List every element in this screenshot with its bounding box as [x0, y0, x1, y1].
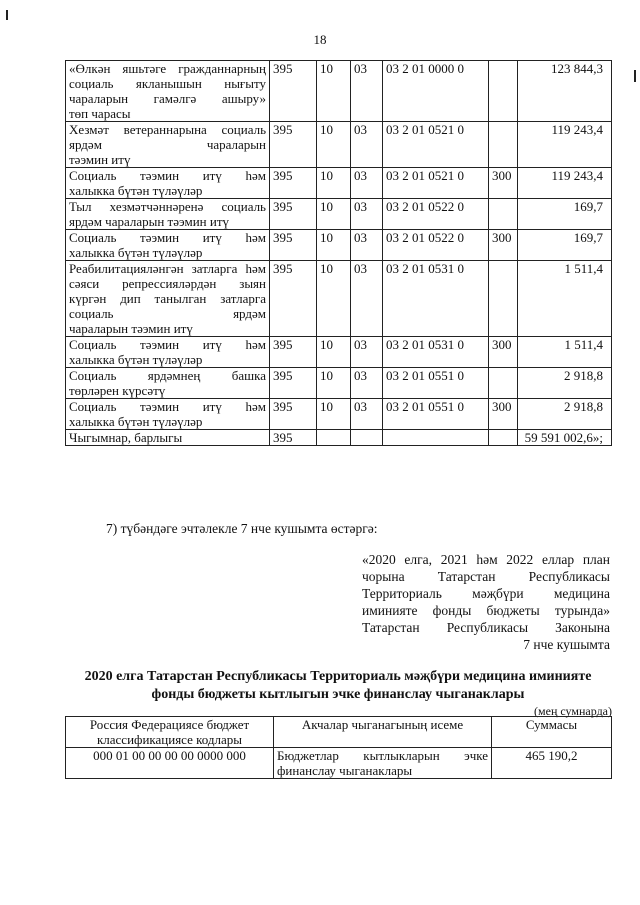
subsection-cell: 03: [351, 368, 383, 399]
description-cell: Социаль тәэмин итү һәм халыкка бүтән түләүләр: [66, 168, 270, 199]
table-row: [66, 199, 612, 230]
appendix-title: [62, 668, 614, 704]
description-cell: Социаль ярдәмнең башка төрләрен күрсәтү: [66, 368, 270, 399]
appendix-reference: [362, 551, 610, 653]
section-cell: 10: [317, 399, 351, 430]
expense-type-cell: 300: [489, 168, 518, 199]
description-cell: Социаль тәэмин итү һәм халыкка бүтән түләүләр: [66, 230, 270, 261]
subsection-cell: [351, 430, 383, 446]
appendix-reference-line: чорына Татарстан Республикасы: [362, 569, 610, 584]
header-cell: Россия Федерациясе бюджет классификациясе кодлары: [66, 717, 274, 748]
table-row: [66, 748, 612, 779]
target-code-cell: 03 2 01 0531 0: [383, 337, 489, 368]
unit-note: (мең сумнарда): [534, 704, 612, 718]
section-cell: 10: [317, 261, 351, 337]
amount-cell: 169,7: [518, 230, 612, 261]
code-cell: 000 01 00 00 00 00 0000 000: [66, 748, 274, 779]
appendix-reference-line: Территориаль мәҗбүри медицина: [362, 586, 610, 601]
ministry-code-cell: 395: [270, 199, 317, 230]
ministry-code-cell: 395: [270, 61, 317, 122]
subsection-cell: 03: [351, 337, 383, 368]
target-code-cell: 03 2 01 0522 0: [383, 230, 489, 261]
table-row: [66, 368, 612, 399]
header-cell: Суммасы: [492, 717, 612, 748]
ministry-code-cell: 395: [270, 168, 317, 199]
expense-type-cell: 300: [489, 337, 518, 368]
expense-type-cell: [489, 261, 518, 337]
subsection-cell: 03: [351, 230, 383, 261]
ministry-code-cell: 395: [270, 122, 317, 168]
amount-cell: 119 243,4: [518, 122, 612, 168]
amount-cell: 169,7: [518, 199, 612, 230]
amount-cell: 59 591 002,6»;: [518, 430, 612, 446]
description-cell: «Өлкән яшьтәге гражданнарның социаль якланышын нығыту чараларын гамәлгә ашыру» төп чарасы: [66, 61, 270, 122]
appendix-reference-line: 7 нче кушымта: [523, 637, 610, 652]
appendix-reference-line: Татарстан Республикасы Законына: [362, 620, 610, 635]
subsection-cell: 03: [351, 399, 383, 430]
expense-type-cell: [489, 430, 518, 446]
amount-cell: 1 511,4: [518, 337, 612, 368]
expense-type-cell: 300: [489, 230, 518, 261]
expenditure-table: [65, 60, 612, 446]
target-code-cell: 03 2 01 0531 0: [383, 261, 489, 337]
target-code-cell: 03 2 01 0551 0: [383, 368, 489, 399]
appendix-reference-line: иминияте фонды бюджеты турында»: [362, 603, 610, 618]
section-cell: 10: [317, 168, 351, 199]
target-code-cell: 03 2 01 0521 0: [383, 122, 489, 168]
target-code-cell: 03 2 01 0551 0: [383, 399, 489, 430]
ministry-code-cell: 395: [270, 261, 317, 337]
subsection-cell: 03: [351, 261, 383, 337]
amount-cell: 2 918,8: [518, 368, 612, 399]
subsection-cell: 03: [351, 199, 383, 230]
section-cell: 10: [317, 337, 351, 368]
expense-type-cell: [489, 122, 518, 168]
description-cell: Социаль тәэмин итү һәм халыкка бүтән түләүләр: [66, 337, 270, 368]
amount-cell: 2 918,8: [518, 399, 612, 430]
expense-type-cell: [489, 199, 518, 230]
table-header-row: [66, 717, 612, 748]
amount-cell: 465 190,2: [492, 748, 612, 779]
section-cell: 10: [317, 61, 351, 122]
amount-cell: 1 511,4: [518, 261, 612, 337]
expense-type-cell: 300: [489, 399, 518, 430]
table-row: [66, 230, 612, 261]
subsection-cell: 03: [351, 122, 383, 168]
section-cell: 10: [317, 199, 351, 230]
description-cell: Чыгымнар, барлыгы: [66, 430, 270, 446]
subsection-cell: 03: [351, 61, 383, 122]
table-row: [66, 399, 612, 430]
margin-mark: [6, 10, 8, 20]
description-cell: Тыл хезмәтчәннәренә социаль ярдәм чараларын тәэмин итү: [66, 199, 270, 230]
table-row: [66, 168, 612, 199]
description-cell: Реабилитацияләнгән затларга һәм сәяси репрессияләрдән зыян күргән дип танылган затларга социаль ярдәм чараларын тәэмин итү: [66, 261, 270, 337]
ministry-code-cell: 395: [270, 368, 317, 399]
table-row: [66, 61, 612, 122]
ministry-code-cell: 395: [270, 337, 317, 368]
financing-sources-table: [65, 716, 612, 779]
ministry-code-cell: 395: [270, 230, 317, 261]
section-cell: 10: [317, 230, 351, 261]
table-row: [66, 261, 612, 337]
expense-type-cell: [489, 368, 518, 399]
target-code-cell: 03 2 01 0521 0: [383, 168, 489, 199]
table-row: [66, 122, 612, 168]
appendix-title-line: фонды бюджеты кытлыгын эчке финанслау чыганаклары: [151, 687, 525, 702]
appendix-title-line: 2020 елга Татарстан Республикасы Территориаль мәҗбүри медицина иминияте: [84, 669, 592, 684]
section-cell: 10: [317, 368, 351, 399]
description-cell: Социаль тәэмин итү һәм халыкка бүтән түләүләр: [66, 399, 270, 430]
expense-type-cell: [489, 61, 518, 122]
page-number: 18: [313, 32, 327, 47]
amount-cell: 119 243,4: [518, 168, 612, 199]
table-row: [66, 430, 612, 446]
section-cell: [317, 430, 351, 446]
section-cell: 10: [317, 122, 351, 168]
header-cell: Акчалар чыганагының исеме: [274, 717, 492, 748]
amendment-intro: 7) түбәндәге эчтәлекле 7 нче кушымта өстәргә:: [106, 521, 378, 536]
subsection-cell: 03: [351, 168, 383, 199]
target-code-cell: [383, 430, 489, 446]
table-row: [66, 337, 612, 368]
target-code-cell: 03 2 01 0000 0: [383, 61, 489, 122]
ministry-code-cell: 395: [270, 399, 317, 430]
description-cell: Хезмәт ветераннарына социаль ярдәм чараларын тәэмин итү: [66, 122, 270, 168]
margin-mark: [634, 70, 636, 82]
amount-cell: 123 844,3: [518, 61, 612, 122]
name-cell: Бюджетлар кытлыкларын эчке финанслау чыганаклары: [274, 748, 492, 779]
ministry-code-cell: 395: [270, 430, 317, 446]
target-code-cell: 03 2 01 0522 0: [383, 199, 489, 230]
appendix-reference-line: «2020 елга, 2021 һәм 2022 еллар план: [362, 552, 610, 567]
